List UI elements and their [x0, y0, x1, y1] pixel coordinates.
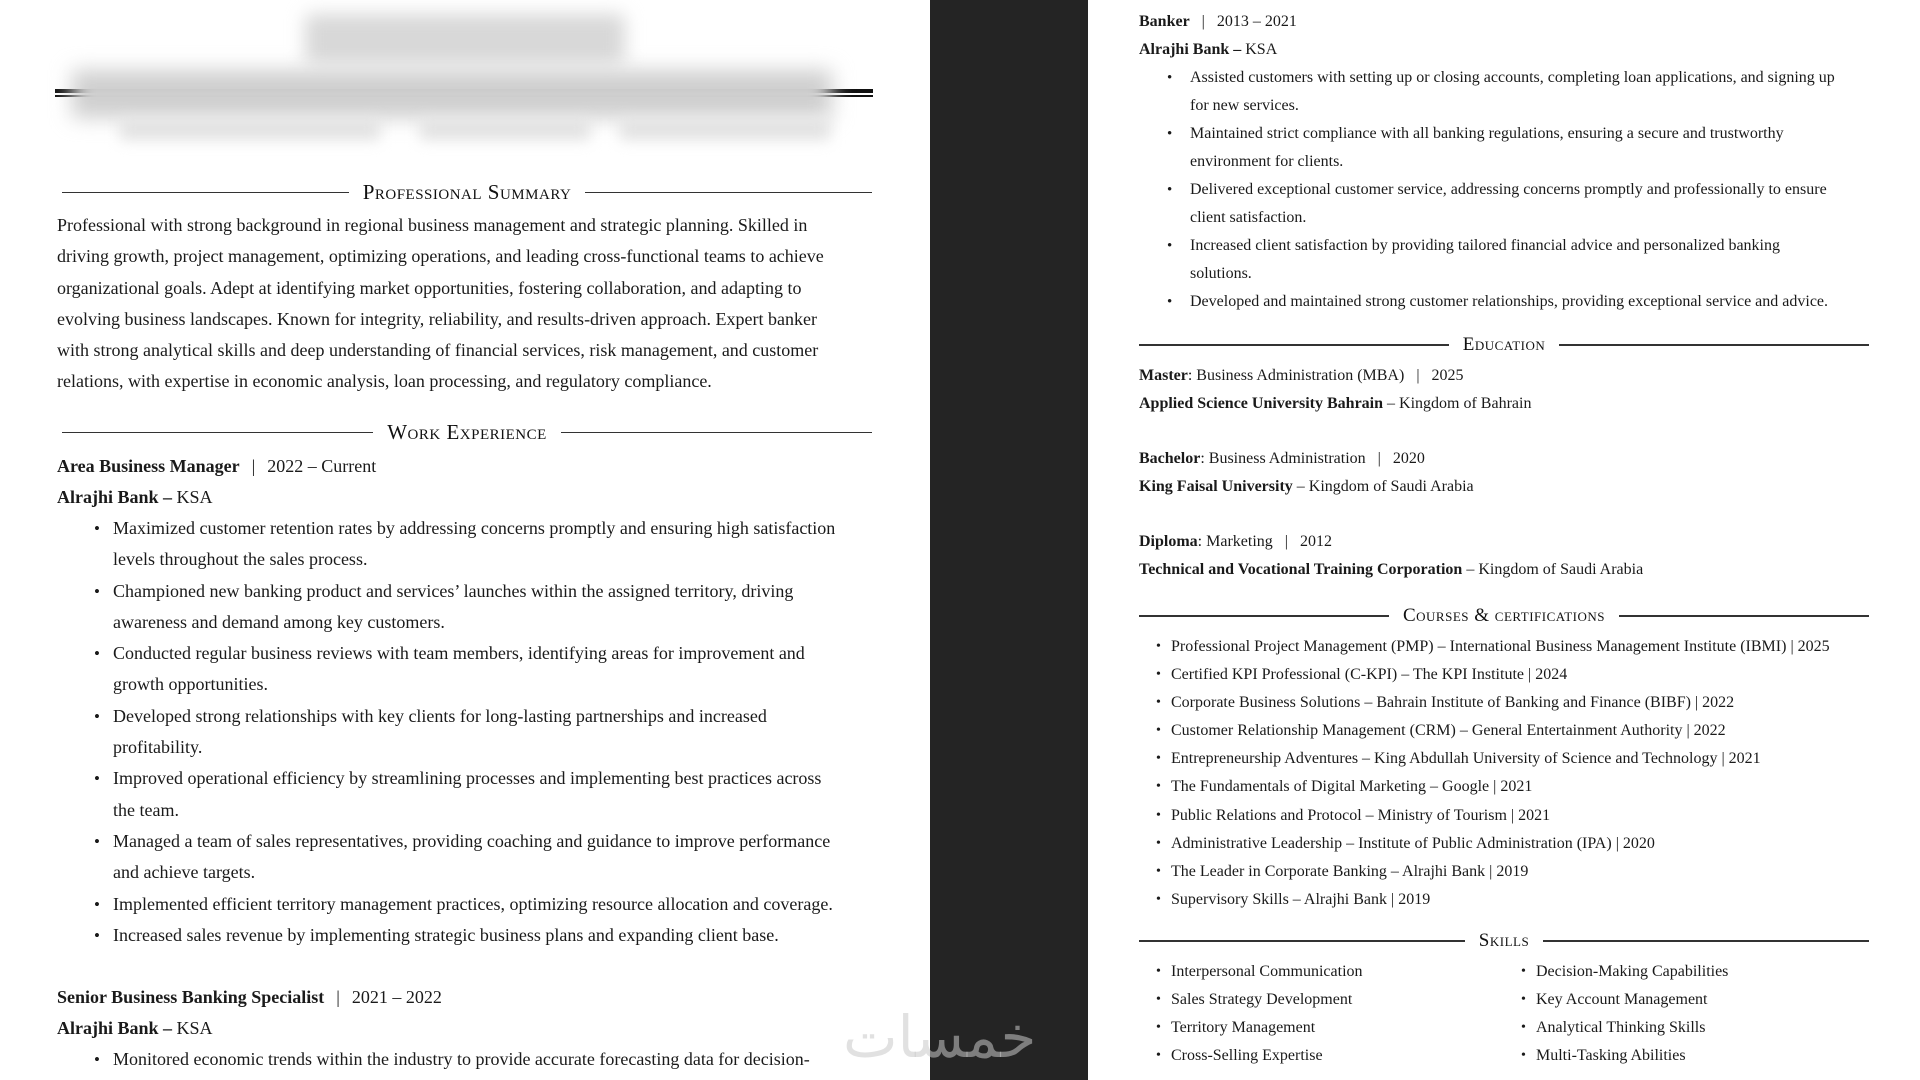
job-bullets	[1139, 64, 1919, 316]
bullet-item: • Increased client satisfaction by providing tailored financial advice and personalized banking solutions.	[1139, 232, 1919, 288]
bullet-item: • Increased sales revenue by implementing strategic business plans and expanding client base.	[57, 920, 927, 951]
bullet-item: • Managed a team of sales representatives, providing coaching and guidance to improve performance and achieve targets.	[57, 826, 927, 889]
watermark-logo: خمسات	[843, 1003, 1037, 1071]
course-item: • Professional Project Management (PMP) – International Business Management Institute (IBMI) | 2025	[1139, 633, 1919, 661]
job-dates: 2021 – 2022	[351, 987, 442, 1007]
summary-line: evolving business landscapes. Known for integrity, reliability, and results-driven approach. Expert banker	[57, 308, 817, 329]
courses-heading: Courses & certifications	[1402, 605, 1606, 626]
course-item: • The Fundamentals of Digital Marketing – Google | 2021	[1139, 773, 1919, 801]
job-bullets	[57, 1044, 927, 1075]
skill-item: • Cross-Selling Expertise	[1139, 1042, 1499, 1070]
skill-item: • Analytical Thinking Skills	[1504, 1014, 1864, 1042]
education-entry: Bachelor: Business Administration | 2020 King Faisal University – Kingdom of Saudi Arabia	[1139, 450, 1474, 495]
course-item: • The Leader in Corporate Banking – Alrajhi Bank | 2019	[1139, 858, 1919, 886]
section-heading-summary	[62, 180, 872, 205]
course-item: • Corporate Business Solutions – Bahrain Institute of Banking and Finance (BIBF) | 2022	[1139, 689, 1919, 717]
blurred-contact-2	[420, 118, 590, 140]
skill-item: • Interpersonal Communication	[1139, 958, 1499, 986]
summary-line: with strong analytical skills and deep understanding of financial services, risk management, and customer	[57, 340, 819, 361]
degree: Diploma	[1139, 533, 1198, 550]
skill-item: • Territory Management	[1139, 1014, 1499, 1042]
summary-heading: Professional Summary	[362, 180, 572, 204]
course-item: • Administrative Leadership – Institute of Public Administration (IPA) | 2020	[1139, 830, 1919, 858]
job-dates: 2022 – Current	[267, 456, 377, 476]
blurred-contact-3	[620, 118, 830, 140]
bullet-item: • Maximized customer retention rates by addressing concerns promptly and ensuring high satisfaction levels throughout the sales process.	[57, 513, 927, 576]
education-list	[1139, 362, 1919, 584]
education-entry: Master: Business Administration (MBA) | 2025 Applied Science University Bahrain – Kingdom of Bahrain	[1139, 367, 1532, 412]
resume-page-right	[1088, 0, 1920, 1080]
section-heading-courses	[1139, 605, 1869, 627]
work-heading: Work Experience	[387, 420, 547, 444]
bullet-item: • Improved operational efficiency by streamlining processes and implementing best practices across the team.	[57, 763, 927, 826]
professional-summary	[57, 210, 917, 398]
course-item: • Entrepreneurship Adventures – King Abdullah University of Science and Technology | 2021	[1139, 745, 1919, 773]
bullet-item: • Developed strong relationships with key clients for long-lasting partnerships and increased profitability.	[57, 701, 927, 764]
bullet-item: • Implemented efficient territory management practices, optimizing resource allocation and coverage.	[57, 889, 927, 920]
blurred-contact-1	[120, 118, 380, 140]
bullet-item: • Maintained strict compliance with all banking regulations, ensuring a secure and trustworthy environment for clients.	[1139, 120, 1919, 176]
skills-list-right	[1504, 958, 1864, 1070]
education-heading: Education	[1462, 334, 1546, 355]
course-item: • Supervisory Skills – Alrajhi Bank | 2019	[1139, 886, 1919, 914]
job-dates: 2013 – 2021	[1216, 13, 1297, 30]
bullet-item: • Conducted regular business reviews with team members, identifying areas for improvement and growth opportunities.	[57, 638, 927, 701]
bullet-item: • Delivered exceptional customer service, addressing concerns promptly and professionally to ensure client satisfaction.	[1139, 176, 1919, 232]
job-title: Senior Business Banking Specialist	[57, 987, 325, 1007]
bullet-item: • Developed and maintained strong customer relationships, providing exceptional service and advice.	[1139, 288, 1919, 316]
job-title: Banker	[1139, 13, 1190, 30]
company-name: Alrajhi Bank –	[57, 1018, 173, 1038]
degree: Bachelor	[1139, 450, 1201, 467]
job-area-business-manager	[57, 451, 927, 951]
separator: |	[1201, 13, 1205, 30]
education-entry: Diploma: Marketing | 2012 Technical and Vocational Training Corporation – Kingdom of Saudi Arabia	[1139, 533, 1644, 578]
company-name: Alrajhi Bank –	[57, 487, 173, 507]
summary-line: driving growth, project management, optimizing operations, and leading cross-functional teams to achieve	[57, 246, 824, 267]
resume-page-left	[0, 0, 930, 1080]
company-location: KSA	[1245, 41, 1278, 58]
job-title: Area Business Manager	[57, 456, 240, 476]
skills-heading: Skills	[1478, 930, 1530, 951]
skill-item: • Decision-Making Capabilities	[1504, 958, 1864, 986]
section-heading-education	[1139, 334, 1869, 356]
skill-item: • Key Account Management	[1504, 986, 1864, 1014]
course-item: • Customer Relationship Management (CRM) – General Entertainment Authority | 2022	[1139, 717, 1919, 745]
course-item: • Public Relations and Protocol – Ministry of Tourism | 2021	[1139, 802, 1919, 830]
blurred-contact-bar	[72, 70, 832, 118]
job-senior-business-banking-specialist	[57, 982, 927, 1075]
job-banker	[1139, 8, 1919, 316]
section-heading-work	[62, 420, 872, 445]
page-divider	[930, 0, 1088, 1080]
separator: |	[251, 456, 256, 476]
bullet-item: • Monitored economic trends within the industry to provide accurate forecasting data for decision-	[57, 1044, 927, 1075]
courses-list	[1139, 633, 1919, 914]
degree: Master	[1139, 367, 1188, 384]
skills-list-left	[1139, 958, 1499, 1070]
company-location: KSA	[176, 487, 213, 507]
summary-line: relations, with expertise in economic analysis, loan processing, and regulatory compliance.	[57, 371, 712, 392]
company-name: Alrajhi Bank –	[1139, 41, 1242, 58]
skill-item: • Sales Strategy Development	[1139, 986, 1499, 1014]
summary-line: organizational goals. Adept at identifying market opportunities, fostering collaboration, and adapting to	[57, 277, 802, 298]
company-location: KSA	[176, 1018, 213, 1038]
school: Applied Science University Bahrain	[1139, 395, 1384, 412]
school: Technical and Vocational Training Corporation	[1139, 561, 1463, 578]
course-item: • Certified KPI Professional (C-KPI) – The KPI Institute | 2024	[1139, 661, 1919, 689]
summary-line: Professional with strong background in regional business management and strategic planning. Skilled in	[57, 215, 808, 235]
section-heading-skills	[1139, 930, 1869, 952]
bullet-item: • Assisted customers with setting up or closing accounts, completing loan applications, and signing up for new services.	[1139, 64, 1919, 120]
school: King Faisal University	[1139, 478, 1293, 495]
job-bullets	[57, 513, 927, 951]
skill-item: • Multi-Tasking Abilities	[1504, 1042, 1864, 1070]
blurred-name	[305, 14, 625, 64]
separator: |	[336, 987, 340, 1007]
bullet-item: • Championed new banking product and services’ launches within the assigned territory, driving awareness and demand among key customers.	[57, 576, 927, 639]
